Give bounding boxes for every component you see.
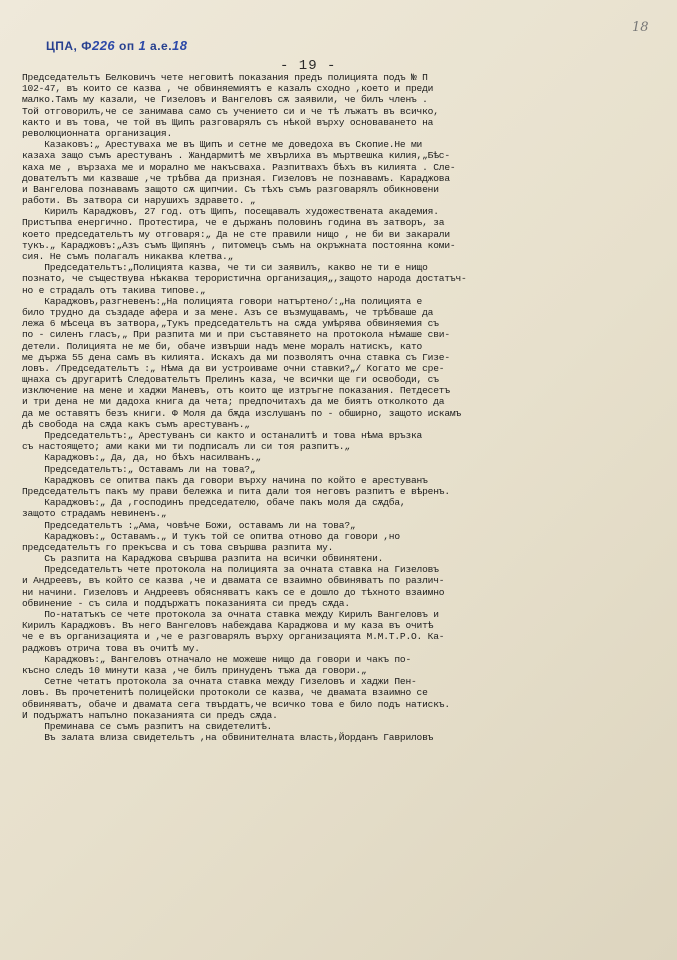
archive-prefix: ЦПА, Ф [46,39,92,53]
text-line: Караджовъ:„ Да, да, но бѣхъ насилванъ.„ [22,452,261,464]
opis-label: оп [119,39,135,53]
text-line: казаха защо съмъ арестуванъ . Жандармитѣ ме хвърлиха въ мъртвешка килия,„Бѣс- [22,150,450,162]
text-line: Въ залата влиза свидетельтъ ,на обвинителната власть,Йорданъ Гавриловъ [22,732,434,744]
text-line: познато, че съществува нѣкаква терористична организация„,защото народа достатъч- [22,273,467,285]
text-line: Кирилъ Караджовъ, 27 год. отъ Щипъ, посещавалъ художествената академия. [22,206,439,218]
text-line: Сетне четатъ протокола за очната ставка между Гизеловъ и хаджи Пен- [22,676,417,688]
text-line: да ме оставятъ безъ книги. Ф Моля да бѫда изслушанъ по - обширно, защото искамъ [22,407,462,419]
text-line: Казаковъ:„ Арестуваха ме въ Щипъ и сетне ме доведоха въ Скопие.Не ми [22,139,423,151]
text-line: Пристъпва енергично. Протестира, че е държанъ половинъ година въ затворъ, за [22,217,445,229]
text-line: 102-47, въ които се казва , че обвиняемиятъ е казалъ сходно ,което и преди [22,83,434,95]
text-line: каха ме , вързаха ме и морално ме накъсваха. Разпитвахъ бѣхъ въ килията . Сле- [22,161,456,173]
text-line: че е въ организацията и ,че е разговарялъ върху организацията М.М.Т.Р.О. Ка- [22,631,445,643]
text-line: дѣ свобода на сѫда какъ съмъ арестуванъ.„ [22,418,250,430]
archive-stamp [46,38,188,53]
fond-number: 226 [91,38,116,53]
text-line: дователътъ ми казваше ,че трѣбва да призная. Гизеловъ не познавамъ. Караджова [22,172,450,184]
text-line: Съ разпита на Караджова свършва разпита на всички обвинятени. [22,553,384,565]
text-line: Председательтъ:„ Арестуванъ си както и останалитѣ и това нѣма връзка [22,430,423,441]
text-line: обвиняватъ, обаче и двамата сега твърдатъ,че всичко това е било подъ натискъ. [22,698,450,710]
text-line: Председательтъ :„Ама, човѣче Божи, оставамъ ли на това?„ [22,519,356,531]
text-line: било трудно да създаде афера и за мене. Азъ се възмущавамъ, че трѣбваше да [22,306,434,318]
text-line: ме държа 55 дена самъ въ килията. Искахъ да ми позволятъ очна ставка съ Гизе- [22,351,450,363]
text-line: както и въ това, че той въ Щипъ разговарялъ съ нѣкой върху основаването на [22,116,434,128]
text-line: Председательтъ:„Полицията казва, че ти си заявилъ, какво не ти е нищо [22,262,428,274]
text-line: щнаха съ другаритѣ Следовательтъ Прелинъ каза, че всички ще ги освободи, съ [22,374,439,386]
text-line: Караджовъ,разгневенъ:„На полицията говори натъртено/:„На полицията е [22,295,423,307]
text-line: И подържатъ напълно показанията си предъ сѫда. [22,709,278,721]
text-line: ловъ. Въ прочетенитѣ полицейски протоколи се казва, че двамата взаимно се [22,687,428,699]
text-line: Председательтъ пакъ му прави бележка и пита дали тоя неговъ разпитъ е вѣренъ. [22,485,450,497]
text-line: изключение на мене и хаджи Маневъ, отъ които ще изтръгне показания. Петдесетъ [22,385,450,397]
text-line: ловъ. /Председательтъ :„ Нѣма да ви устроиваме очни ставки?„/ Когато ме сре- [22,362,445,374]
text-line: председательтъ го прекъсва и съ това свършва разпита му. [22,541,334,553]
text-line: по - силенъ гласъ,„ При разпита ми и при съставянето на протокола нѣмаше сви- [22,329,450,341]
text-line: съ настоящето; ами каки ми ти подписалъ ли си тоя разпитъ.„ [22,441,350,453]
text-line: детели. Полицията не ме би, обаче извърши надъ мене моралъ натискъ, като [22,340,423,352]
text-line: По-нататъкъ се чете протокола за очната ставка между Кирилъ Вангеловъ и [22,609,439,620]
delo-label: а.е. [150,39,173,53]
document-body [22,72,662,957]
text-line: революционната организация. [22,127,173,139]
text-line: но е страдалъ отъ такива типове.„ [22,284,206,296]
text-line: ни начини. Гизеловъ и Андреевъ обясняватъ какъ се е дошло до тѣхното взаимно [22,586,445,598]
text-line: Караджовъ:„ Вангеловъ отначало не можеше нищо да говори и чакъ по- [22,653,412,665]
text-line: късно следъ 10 минути каза ,че билъ принуденъ тъжа да говори.„ [22,664,367,676]
text-line: Караджовъ се опитва пакъ да говори върху начина по който е арестуванъ [22,474,428,486]
text-line: Председательтъ Белковичъ чете неговитѣ показания предъ полицията подъ № П [22,72,428,83]
text-line: което председательтъ му отговаря:„ Да не сте правили нищо , не би ви закарали [22,228,450,240]
text-line: Караджовъ:„ Да ,господинъ председателю, обаче пакъ моля да сѫдба, [22,497,406,509]
text-line: сия. Не съмъ полагалъ никаква клетва.„ [22,251,234,262]
text-line: Караджовъ:„ Оставамъ.„ И тукъ той се опитва отново да говори ,но [22,530,400,542]
text-line: Преминава се съмъ разпитъ на свидетелитѣ. [22,720,273,732]
text-line: Председательтъ:„ Оставамъ ли на това?„ [22,463,256,475]
text-line: раджовъ отрича това въ очитѣ му. [22,642,200,654]
text-line: и Андреевъ, въ който се казва ,че и двамата се взаимно обвиняватъ по различ- [22,575,445,587]
delo-number: 18 [172,38,188,53]
text-line: защото страдамъ невиненъ.„ [22,508,167,520]
text-line: Кирилъ Караджовъ. Въ него Вангеловъ набеждава Караджова и му каза въ очитѣ [22,620,434,632]
text-line: тукъ.„ Караджовъ:„Азъ съмъ Щипянъ , питомецъ съмъ на окръжната постоянна коми- [22,239,456,251]
corner-page-number: 18 [632,20,649,35]
text-line: Той отговорилъ,че се занимава само съ учението си и че тѣ лъжатъ въ всичко, [22,105,439,117]
page-number: - 19 - [280,58,337,74]
text-line: обвинение - съ сила и поддържатъ показанията си предъ сѫда. [22,597,350,609]
text-line: и Вангелова познавамъ защото сѫ щипчии. Съ тѣхъ съмъ разговарялъ обикновени [22,183,439,195]
text-line: и три дена не ми дадоха книга да чета; предпочитахъ да ме биятъ отколкото да [22,396,445,408]
text-line: лежа 6 мѣсеца въ затвора,„Тукъ председательтъ на сѫда умѣрява обвиняемия съ [22,318,439,330]
text-line: малко.Тамъ му казали, че Гизеловъ и Вангеловъ сѫ заявили, че билъ членъ . [22,94,428,106]
text-line: работи. Въ затвора си нарушихъ здравето. „ [22,195,256,207]
opis-number: 1 [138,38,147,53]
text-line: Председательтъ чете протокола на полицията за очната ставка на Гизеловъ [22,564,439,576]
